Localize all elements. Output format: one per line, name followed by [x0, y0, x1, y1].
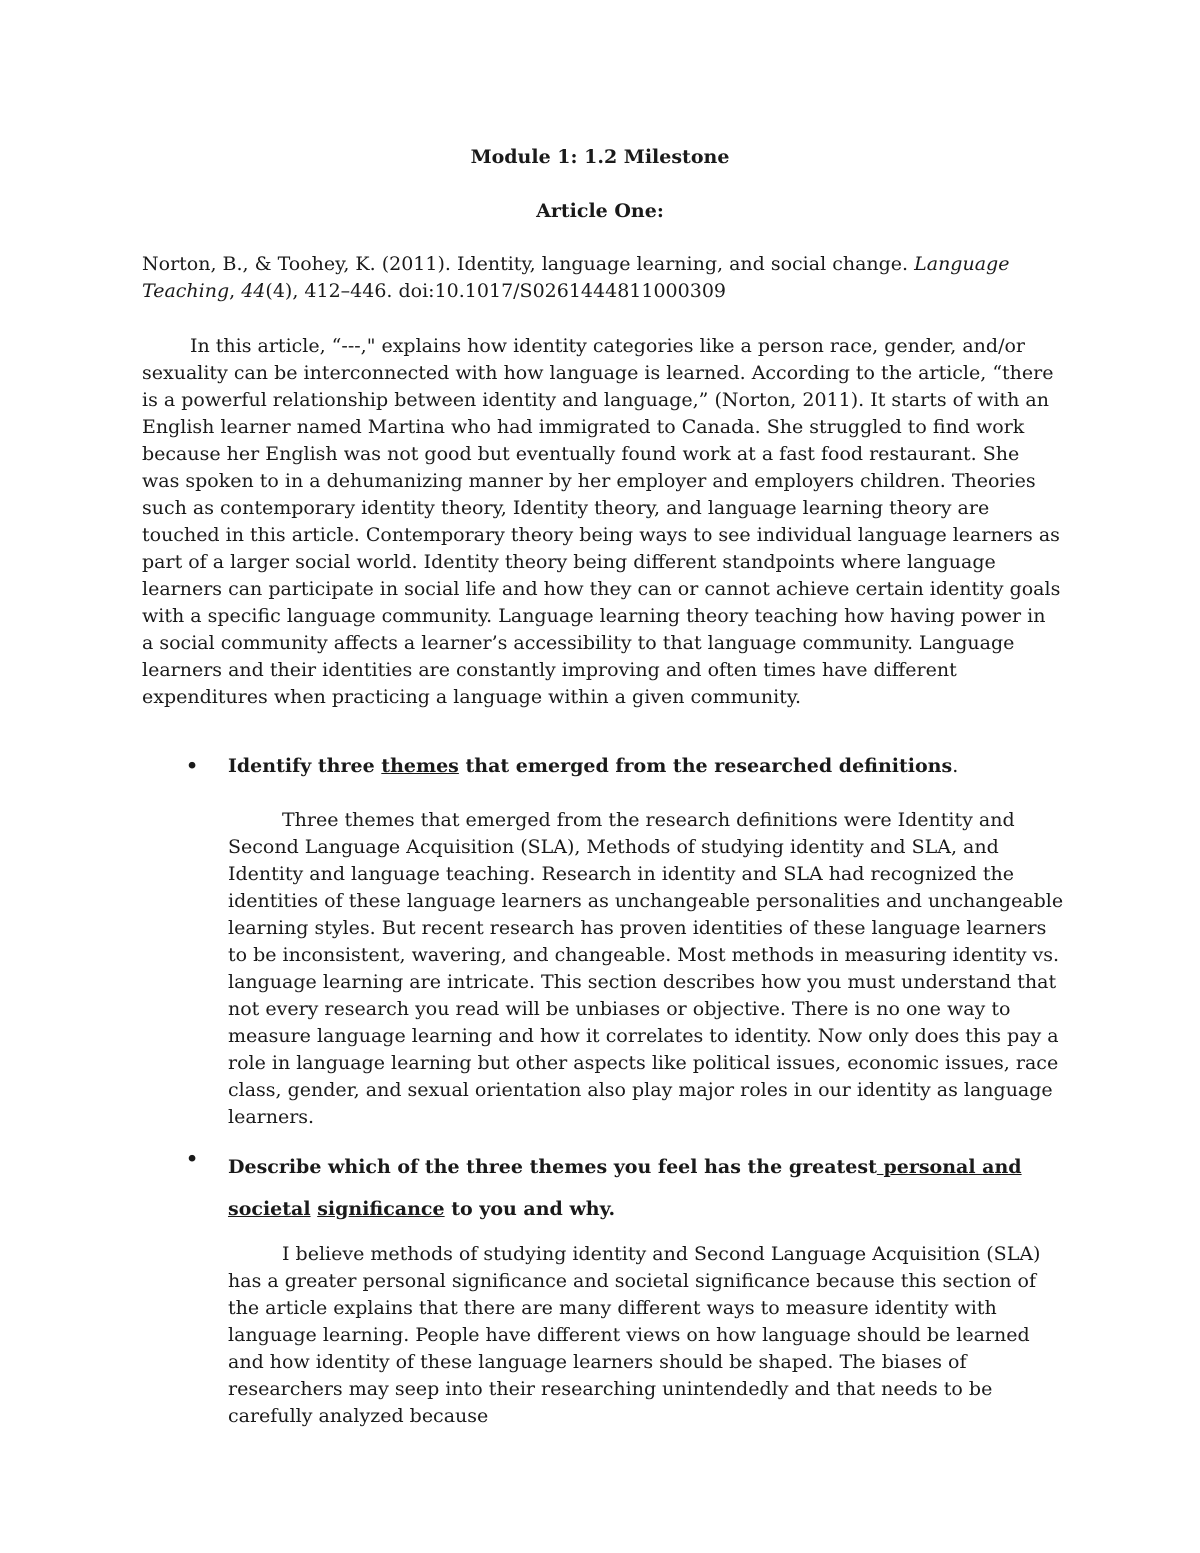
- bullet-icon: •: [186, 1148, 199, 1170]
- citation-volume: 44: [241, 280, 266, 302]
- question-one-end: .: [952, 755, 959, 777]
- question-two-post: to you and why.: [444, 1198, 616, 1220]
- citation: [142, 251, 1062, 305]
- article-heading: Article One:: [536, 200, 664, 222]
- question-one: [186, 753, 1086, 780]
- question-two: [186, 1146, 1086, 1230]
- question-two-text: [228, 1146, 1086, 1230]
- question-two-underlined-1: personal and societal: [228, 1156, 1022, 1220]
- question-one-post: that emerged from the researched definitions: [458, 755, 953, 777]
- citation-separator: ,: [229, 280, 242, 302]
- answer-two: I believe methods of studying identity and Second Language Acquisition (SLA) has a greater personal significance and societal significance because this section of the article explains that there are many different ways to measure identity with language learning. People have different views on how language should be learned and how identity of these language learners should be shaped. The biases of researchers may seep into their researching unintendedly and that needs to be carefully analyzed because: [228, 1243, 1041, 1427]
- question-two-underlined-2: significance: [317, 1198, 445, 1220]
- question-two-pre: Describe which of the three themes you feel has the greatest: [228, 1156, 877, 1178]
- citation-journal: Language Teaching: [142, 253, 1010, 302]
- question-one-text: [228, 753, 1086, 780]
- question-one-pre: Identify three: [228, 755, 382, 777]
- citation-authors: Norton, B., & Toohey, K. (2011). Identity, language learning, and social change.: [142, 253, 915, 275]
- bullet-icon: •: [186, 755, 199, 777]
- question-one-underlined: themes: [381, 755, 459, 777]
- citation-issue-pages: (4), 412–446. doi:10.1017/S0261444811000309: [265, 280, 726, 302]
- article-summary: In this article, “---," explains how identity categories like a person race, gender, and/or sexuality can be interconnected with how language is learned. According to the article, “there is a powerful relationship between identity and language,” (Norton, 2011). It starts of with an English learner named Martina who had immigrated to Canada. She struggled to find work because her English was not good but eventually found work at a fast food restaurant. She was spoken to in a dehumanizing manner by her employer and employers children. Theories such as contemporary identity theory, Identity theory, and language learning theory are touched in this article. Contemporary theory being ways to see individual language learners as part of a larger social world. Identity theory being different standpoints where language learners can participate in social life and how they can or cannot achieve certain identity goals with a specific language community. Language learning theory teaching how having power in a social community affects a learner’s accessibility to that language community. Language learners and their identities are constantly improving and often times have different expenditures when practicing a language within a given community.: [142, 335, 1061, 708]
- answer-one: Three themes that emerged from the research definitions were Identity and Second Language Acquisition (SLA), Methods of studying identity and SLA, and Identity and language teaching. Research in identity and SLA had recognized the identities of these language learners as unchangeable personalities and unchangeable learning styles. But recent research has proven identities of these language learners to be inconsistent, wavering, and changeable. Most methods in measuring identity vs. language learning are intricate. This section describes how you must understand that not every research you read will be unbiases or objective. There is no one way to measure language learning and how it correlates to identity. Now only does this pay a role in language learning but other aspects like political issues, economic issues, race class, gender, and sexual orientation also play major roles in our identity as language learners.: [228, 809, 1064, 1128]
- document-title: Module 1: 1.2 Milestone: [470, 146, 730, 168]
